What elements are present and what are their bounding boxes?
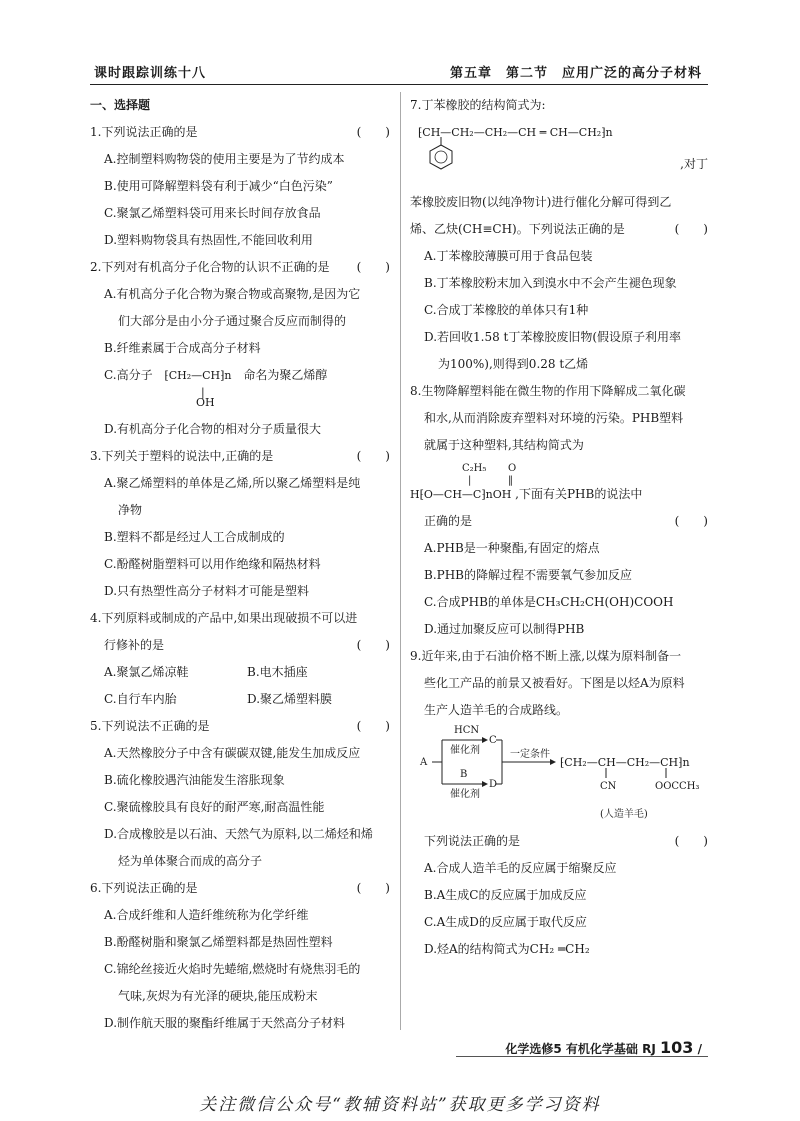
q5-option-b: B.硫化橡胶遇汽油能发生溶胀现象 xyxy=(104,773,285,787)
q3-option-a-line2: 净物 xyxy=(118,503,143,517)
question-7: 7.丁苯橡胶的结构简式为: xyxy=(410,98,546,112)
synthesis-arrows xyxy=(410,724,708,828)
q2-option-c: C.高分子 ⁅CH₂—CH⁆n 命名为聚乙烯醇 xyxy=(104,368,328,382)
right-column xyxy=(410,92,708,963)
header-right-title: 第五章 第二节 应用广泛的高分子材料 xyxy=(450,66,703,81)
q7-line2: 苯橡胶废旧物(以纯净物计)进行催化分解可得到乙 xyxy=(410,195,672,209)
footer-book-title: 化学选修5 有机化学基础 RJ xyxy=(505,1042,656,1056)
column-divider xyxy=(400,92,401,1030)
benzene-ring-icon xyxy=(426,137,456,173)
question-2: 2.下列对有机高分子化合物的认识不正确的是 ( ) xyxy=(90,260,390,274)
q7-benzene-row: ,对丁 xyxy=(410,149,708,189)
section-title: 一、选择题 xyxy=(90,98,151,112)
q4-options-ab: A.聚氯乙烯凉鞋 B.电木插座 xyxy=(104,665,308,679)
q2-option-d: D.有机高分子化合物的相对分子质量很大 xyxy=(104,422,322,436)
phb-formula-top: C₂H₅ O | ‖ xyxy=(462,463,517,486)
question-9-line3: 生产人造羊毛的合成路线。 xyxy=(424,703,569,717)
q3-option-b: B.塑料不都是经过人工合成制成的 xyxy=(104,530,285,544)
styrene-butadiene-formula: ⁅CH—CH₂—CH₂—CH ═ CH—CH₂⁆n xyxy=(418,126,613,139)
question-9-line1: 9.近年来,由于石油价格不断上涨,以煤为原料制备一 xyxy=(410,649,682,663)
q6-option-a: A.合成纤维和人造纤维统称为化学纤维 xyxy=(104,908,309,922)
bottom-handwritten-note: 关注微信公众号“教辅资料站”获取更多学习资料 xyxy=(199,1095,601,1115)
q5-option-c: C.聚硫橡胶具有良好的耐严寒,耐高温性能 xyxy=(104,800,325,814)
question-4-line1: 4.下列原料或制成的产品中,如果出现破损不可以进 xyxy=(90,611,358,625)
q9-option-a: A.合成人造羊毛的反应属于缩聚反应 xyxy=(424,861,617,875)
phb-formula: H⁅O—CH—C⁆nOH xyxy=(410,488,512,501)
question-9-line2: 些化工产品的前景又被看好。下图是以烃A为原料 xyxy=(424,676,685,690)
footer: 化学选修5 有机化学基础 RJ 103 / xyxy=(505,1038,702,1057)
q7-line3: 烯、乙炔(CH≡CH)。下列说法正确的是 ( ) xyxy=(410,222,708,236)
header-left-title: 课时跟踪训练十八 xyxy=(94,66,207,81)
q8-option-a: A.PHB是一种聚酯,有固定的熔点 xyxy=(424,541,600,555)
q8-option-d: D.通过加聚反应可以制得PHB xyxy=(424,622,585,636)
q9-option-d: D.烃A的结构简式为CH₂ ═CH₂ xyxy=(424,942,590,956)
question-9-line4: 下列说法正确的是 ( ) xyxy=(424,834,708,848)
q7-option-d-line1: D.若回收1.58 t丁苯橡胶废旧物(假设原子利用率 xyxy=(424,330,682,344)
header-divider xyxy=(90,84,708,85)
question-6: 6.下列说法正确的是 ( ) xyxy=(90,881,390,895)
question-4-line2: 行修补的是 ( ) xyxy=(104,638,390,652)
q2-formula-branch: | OH xyxy=(196,386,215,409)
phb-formula-main: H⁅O—CH—C⁆nOH ,下面有关PHB的说法中 xyxy=(410,487,643,501)
artificial-wool-formula: ⁅CH₂—CH—CH₂—CH⁆n xyxy=(560,756,690,769)
footer-rule xyxy=(456,1056,708,1057)
q8-option-b: B.PHB的降解过程不需要氧气参加反应 xyxy=(424,568,632,582)
q8-option-c: C.合成PHB的单体是CH₃CH₂CH(OH)COOH xyxy=(424,595,674,609)
question-8-line2: 和水,从而消除废弃塑料对环境的污染。PHB塑料 xyxy=(424,411,684,425)
q2-option-b: B.纤维素属于合成高分子材料 xyxy=(104,341,261,355)
q1-option-a: A.控制塑料购物袋的使用主要是为了节约成本 xyxy=(104,152,345,166)
question-1: 1.下列说法正确的是 ( ) xyxy=(90,125,390,139)
q1-option-b: B.使用可降解塑料袋有利于减少“白色污染” xyxy=(104,179,333,193)
q3-option-d: D.只有热塑性高分子材料才可能是塑料 xyxy=(104,584,310,598)
question-5: 5.下列说法不正确的是 ( ) xyxy=(90,719,390,733)
q2-option-a-line2: 们大部分是由小分子通过聚合反应而制得的 xyxy=(118,314,347,328)
synthesis-diagram: A HCN 催化剂 C B 催化剂 D 一定条件 ⁅CH₂—CH—CH₂—CH⁆n CN OOCCH₃ (人造羊毛) xyxy=(410,724,708,828)
q7-option-a: A.丁苯橡胶薄膜可用于食品包装 xyxy=(424,249,593,263)
question-8-line4: 正确的是 ( ) xyxy=(424,514,708,528)
q4-options-cd: C.自行车内胎 D.聚乙烯塑料膜 xyxy=(104,692,333,706)
q7-option-d-line2: 为100%),则得到0.28 t乙烯 xyxy=(438,357,589,371)
q6-option-c-line2: 气味,灰烬为有光泽的硬块,能压成粉末 xyxy=(118,989,318,1003)
left-column xyxy=(90,92,390,1037)
q6-option-b: B.酚醛树脂和聚氯乙烯塑料都是热固性塑料 xyxy=(104,935,333,949)
q9-option-c: C.A生成D的反应属于取代反应 xyxy=(424,915,587,929)
question-8-line1: 8.生物降解塑料能在微生物的作用下降解成二氧化碳 xyxy=(410,384,686,398)
q3-option-a-line1: A.聚乙烯塑料的单体是乙烯,所以聚乙烯塑料是纯 xyxy=(104,476,361,490)
q5-option-d-line1: D.合成橡胶是以石油、天然气为原料,以二烯烃和烯 xyxy=(104,827,373,841)
q6-option-c-line1: C.锦纶丝接近火焰时先蜷缩,燃烧时有烧焦羽毛的 xyxy=(104,962,361,976)
q1-option-d: D.塑料购物袋具有热固性,不能回收利用 xyxy=(104,233,313,247)
q7-option-b: B.丁苯橡胶粉末加入到溴水中不会产生褪色现象 xyxy=(424,276,677,290)
q3-option-c: C.酚醛树脂塑料可以用作绝缘和隔热材料 xyxy=(104,557,321,571)
q5-option-d-line2: 烃为单体聚合而成的高分子 xyxy=(118,854,263,868)
question-3: 3.下列关于塑料的说法中,正确的是 ( ) xyxy=(90,449,390,463)
q2-option-a-line1: A.有机高分子化合物为聚合物或高聚物,是因为它 xyxy=(104,287,361,301)
q6-option-d: D.制作航天服的聚酯纤维属于天然高分子材料 xyxy=(104,1016,346,1030)
q7-option-c: C.合成丁苯橡胶的单体只有1种 xyxy=(424,303,589,317)
question-8-line3: 就属于这种塑料,其结构简式为 xyxy=(424,438,584,452)
q5-option-a: A.天然橡胶分子中含有碳碳双键,能发生加成反应 xyxy=(104,746,361,760)
polyvinyl-alcohol-formula: ⁅CH₂—CH⁆n xyxy=(164,369,232,382)
q1-option-c: C.聚氯乙烯塑料袋可用来长时间存放食品 xyxy=(104,206,321,220)
page-number: 103 xyxy=(660,1038,694,1057)
q9-option-b: B.A生成C的反应属于加成反应 xyxy=(424,888,587,902)
